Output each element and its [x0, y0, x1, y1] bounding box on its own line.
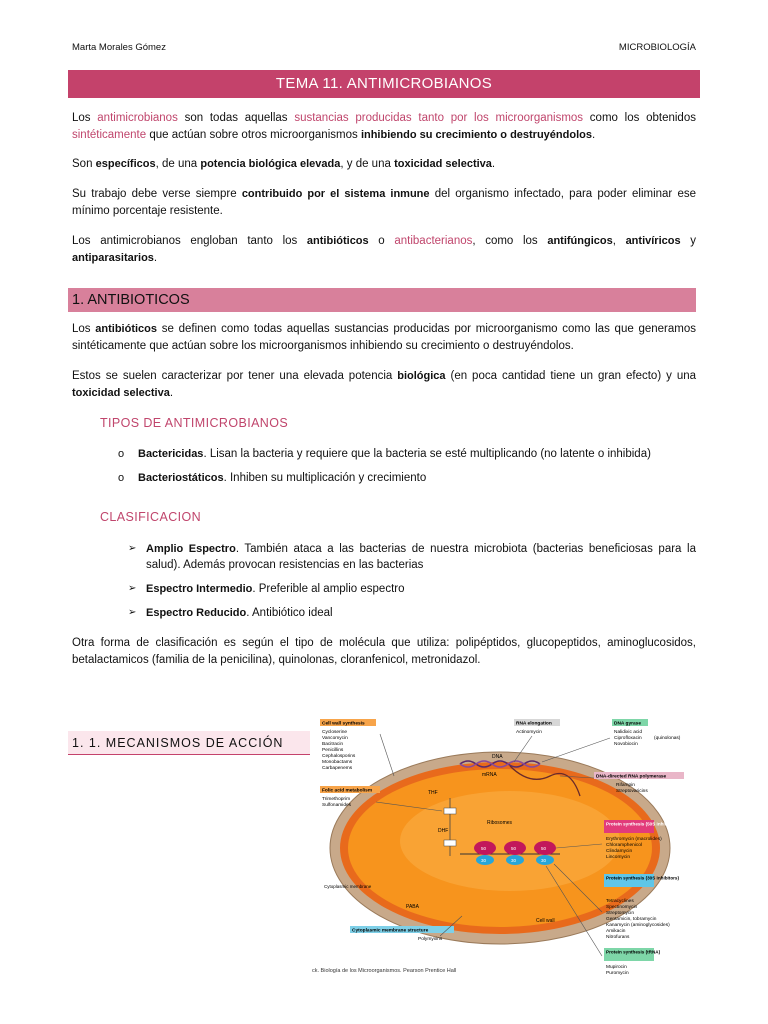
ribosomes-label: Ribosomes	[487, 820, 513, 826]
arrow-bullet-icon: ➢	[128, 607, 137, 618]
svg-text:Clindamycin: Clindamycin	[606, 849, 633, 854]
protein-trna-item: Mupirocin	[606, 965, 627, 970]
svg-text:Carbapenems: Carbapenems	[322, 766, 353, 771]
membrane-item: Polymyxins	[418, 937, 443, 942]
section-heading-antibioticos: 1. ANTIBIOTICOS	[68, 288, 696, 312]
subsection-heading-mecanismos: 1. 1. MECANISMOS DE ACCIÓN	[68, 731, 310, 755]
svg-text:Bacitracin: Bacitracin	[322, 742, 344, 747]
protein-trna-label: Protein synthesis (tRNA)	[606, 949, 661, 955]
intro-paragraph-4: Los antimicrobianos engloban tanto los antibióticos o antibacterianos, como los antifúngicos, antivíricos y antiparasitarios.	[72, 235, 696, 264]
arrow-bullet-icon: ➢	[128, 543, 137, 554]
circle-bullet-icon: o	[118, 448, 125, 460]
cell-wall-label: Cell wall	[536, 918, 555, 924]
dna-gyrase-label: DNA gyrase	[614, 721, 642, 727]
classification-paragraph: Otra forma de clasificación es según el tipo de molécula que utiliza: polipéptidos, glucopeptidos, aminoglucosidos, betalactamicos (familia de la penicilina), quinolonas, cloranfenicol, metronidazol.	[72, 637, 696, 666]
antibioticos-paragraph-2: Estos se suelen caracterizar por tener una elevada potencia biológica (en poca cantidad tiene un gran efecto) y una toxicidad selectiva.	[72, 370, 696, 399]
rna-polymerase-item: Streptovaricins	[616, 789, 648, 794]
intro-paragraph-2: Son específicos, de una potencia biológica elevada, y de una toxicidad selectiva.	[72, 158, 496, 170]
svg-text:Cephalosporins: Cephalosporins	[322, 754, 356, 759]
svg-text:50: 50	[511, 846, 517, 851]
circle-bullet-icon: o	[118, 472, 125, 484]
cell-wall-synthesis-list	[322, 729, 356, 771]
pointer-line	[380, 734, 394, 776]
mrna-label: mRNA	[482, 772, 497, 778]
subheading-clasificacion: CLASIFICACION	[100, 510, 202, 524]
protein-50s-label: Protein synthesis (50S inhibitors)	[606, 821, 680, 827]
cytoplasm-glow	[400, 791, 620, 891]
author-name: Marta Morales Gómez	[72, 42, 166, 53]
svg-text:50: 50	[541, 846, 547, 851]
intro-paragraph-1: Los antimicrobianos son todas aquellas sustancias producidas tanto por los microorganismos como los obtenidos sintéticamente que actúan sobre otros microorganismos inhibiendo su crecimiento o destruyéndolos.	[72, 112, 696, 141]
cell-wall-synthesis-label: Cell wall synthesis	[322, 721, 365, 727]
svg-text:30: 30	[481, 858, 487, 863]
dna-label: DNA	[492, 754, 503, 760]
svg-text:Chloramphenicol: Chloramphenicol	[606, 843, 642, 848]
intro-paragraph-3: Su trabajo debe verse siempre contribuido por el sistema inmune del organismo infectado, para poder eliminar ese mínimo porcentaje resistente.	[72, 188, 696, 217]
pointer-line	[542, 738, 610, 762]
subheading-tipos: TIPOS DE ANTIMICROBIANOS	[100, 416, 289, 430]
dna-gyrase-note: (quinolonas)	[654, 736, 681, 741]
protein-30s-label: Protein synthesis (30S inhibitors)	[606, 875, 680, 881]
dna-gyrase-item: Ciprofloxacin	[614, 736, 642, 741]
arrow-bullet-icon: ➢	[128, 583, 137, 594]
rna-elongation-label: RNA elongation	[516, 721, 552, 727]
svg-text:Amikacin: Amikacin	[606, 929, 626, 934]
svg-text:Tetracyclines: Tetracyclines	[606, 899, 634, 904]
svg-text:Streptomycin: Streptomycin	[606, 911, 634, 916]
rna-polymerase-item: Rifampin	[616, 783, 635, 788]
svg-text:50: 50	[481, 846, 487, 851]
rna-elongation-item: Actinomycin	[516, 730, 542, 735]
folic-acid-item: Sulfonamides	[322, 803, 352, 808]
membrane-label: Cytoplasmic membrane structure	[352, 928, 429, 934]
folic-acid-label: Folic acid metabolism	[322, 788, 373, 794]
protein-trna-item: Puromycin	[606, 971, 629, 976]
svg-text:Cycloserine: Cycloserine	[322, 730, 348, 735]
svg-text:Monobactams: Monobactams	[322, 760, 353, 765]
figure-caption: ck. Biología de los Microorganismos. Pearson Prentice Hall	[312, 968, 457, 974]
svg-text:Erythromycin (macrolides): Erythromycin (macrolides)	[606, 837, 662, 842]
cytoplasmic-membrane-label: Cytoplasmic membrane	[324, 884, 372, 889]
dhf-label: DHF	[438, 828, 449, 834]
dna-gyrase-item: Nalidixic acid	[614, 730, 642, 735]
folate-block	[444, 808, 456, 814]
mechanisms-diagram	[310, 716, 706, 984]
antibioticos-paragraph-1: Los antibióticos se definen como todas aquellas sustancias producidas por microorganismo como las que generamos sintéticamente que actúan sobre los microorganismos inhibiendo su crecimiento o destruyéndolos.	[72, 323, 696, 352]
svg-text:Nitrofurans: Nitrofurans	[606, 935, 630, 940]
page-header	[72, 42, 696, 56]
svg-text:Penicillins: Penicillins	[322, 748, 344, 753]
paba-label: PABA	[406, 904, 419, 910]
svg-text:Kanamycin (aminoglycosides): Kanamycin (aminoglycosides)	[606, 923, 670, 928]
svg-text:Lincomycin: Lincomycin	[606, 855, 630, 860]
svg-text:30: 30	[511, 858, 517, 863]
mechanisms-figure	[310, 716, 706, 984]
svg-text:Gentamicin, tobramycin: Gentamicin, tobramycin	[606, 917, 657, 922]
document-title: TEMA 11. ANTIMICROBIANOS	[68, 70, 700, 98]
folate-block-2	[444, 840, 456, 846]
svg-text:Spectinomycin: Spectinomycin	[606, 905, 638, 910]
rna-polymerase-label: DNA-directed RNA polymerase	[596, 774, 667, 780]
folic-acid-item: Trimethoprim	[322, 797, 351, 802]
subject-name: MICROBIOLOGÍA	[618, 42, 696, 53]
thf-label: THF	[428, 790, 438, 796]
svg-text:30: 30	[541, 858, 547, 863]
dna-gyrase-item: Novobiocin	[614, 742, 638, 747]
svg-text:Vancomycin: Vancomycin	[322, 736, 348, 741]
